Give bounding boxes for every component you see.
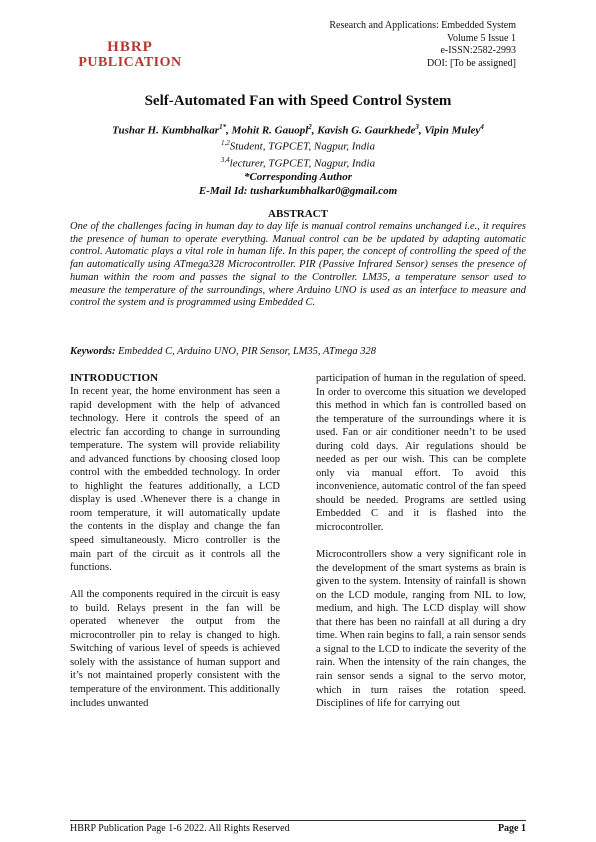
author-name: Kavish G. Gaurkhede (317, 124, 416, 137)
author-sup: 4 (480, 123, 484, 131)
page-number: Page 1 (497, 823, 526, 834)
logo-line-2: PUBLICATION (78, 55, 182, 70)
left-column (70, 372, 280, 710)
author-name: Vipin Muley (424, 124, 481, 137)
publisher-logo (70, 40, 190, 70)
right-column (316, 372, 526, 711)
paragraph: All the components required in the circuit is easy to build. Relays present in the fan will be operated whenever the output from the microcontroller pin to relay is changed to high. Switching of various level of speeds is achieved solely with the assistance of human support and it’s not maintained properly consistent with the temperature of the environment. This additionally includes unwanted (70, 589, 280, 709)
journal-name: Research and Applications: Embedded System (329, 20, 516, 31)
paragraph: Microcontrollers show a very significant role in the development of the smart systems as brain is given to the system. Intensity of rainfall is shown on the LCD module, ranging from NIL to low, medium, and high. The LCD display will show that there has been no rainfall at all during a dry time. When rain begins to fall, a rain sensor sends a signal to the LCD to indicate the severity of the rain. When the intensity of the rain changes, the rain sensor sends a signal to the servo motor, which in turn raises the rotation speed. Disciplines of life for carrying out (316, 549, 526, 710)
journal-doi: DOI: [To be assigned] (427, 57, 516, 69)
author-name: Mohit R. Gauopl (231, 124, 309, 137)
corresponding-author: *Corresponding Author (243, 171, 353, 184)
author-list: Tushar H. Kumbhalkar$^{1*}$, Mohit R. Gauopl$^2$, Kavish G. Gaurkhede$^3$, Vipin Muley$^4$ (112, 123, 484, 137)
keywords-text: Embedded C, Arduino UNO, PIR Sensor, LM35, ATmega 328 (118, 346, 376, 357)
page-footer (70, 823, 526, 834)
paper-title: Self-Automated Fan with Speed Control System (144, 93, 452, 109)
journal-info (329, 20, 516, 70)
affiliation-text: Student, TGPCET, Nagpur, India (229, 140, 375, 153)
affiliation-text: lecturer, TGPCET, Nagpur, India (229, 157, 376, 170)
author-sup: 3 (415, 123, 419, 131)
affiliation-sup: 3,4 (220, 156, 230, 165)
keywords-label: Keywords: (70, 346, 116, 357)
footer-copyright: HBRP Publication Page 1-6 2022. All Rights Reserved (70, 823, 290, 834)
introduction-heading: INTRODUCTION (70, 372, 159, 384)
abstract-text: One of the challenges facing in human day to day life is manual control remains unchanged i.e., it requires the presence of human to operate everything. Manual control can be be updated by adapting automatic control. Automatic plays a vital role in human life. In this paper, the concept of controlling the speed of the fan automatically using ATmega328 Microcontroller. PIR (Passive Infrared Sensor) senses the presence of human within the room and passes the signal to the Controller. LM35, a temperature sensor used to measure the temperature of the surroundings, where Arduino UNO is used as an interface to measure and control the system and is programmed using Embedded C. (70, 221, 526, 309)
journal-issn: e-ISSN:2582-2993 (440, 45, 516, 56)
journal-volume: Volume 5 Issue 1 (447, 32, 516, 44)
author-sup: 1* (219, 123, 227, 131)
affiliation (70, 154, 526, 171)
logo-line-1: HBRP (107, 39, 153, 55)
footer-divider (70, 820, 526, 821)
abstract-heading: ABSTRACT (268, 208, 328, 220)
affiliation (70, 137, 526, 154)
author-name: Tushar H. Kumbhalkar (112, 124, 220, 137)
author-sup: 2 (308, 123, 312, 131)
affiliation-sup: 1,2 (220, 139, 230, 147)
paragraph: participation of human in the regulation of speed. In order to overcome this situation we developed this method in which fan is controlled based on the temperature of the surroundings where it is used. Fan or air conditioner needn’t to be used during cold days. Air regulations should be needed as per our wish. This can be complete only via manual effort. To avoid this inconvenience, automatic control of the fan speed should be needed. Programs are settled using Embedded C and it is flashed into the microcontroller. (316, 373, 526, 534)
author-email: E-Mail Id: tusharkumbhalkar0@gmail.com (198, 184, 398, 197)
paragraph: In recent year, the home environment has seen a rapid development with the help of advanced technology. Here it controls the speed of an electric fan according to change in surrounding temperature. The system will provide reliability and advanced functions by choosing closed loop control with the embedded technology. In order to highlight the features additionally, a LCD display is used .Whenever there is a change in room temperature, it will automatically update the contents in the display and change the fan speed simultaneously. Micro controller is the main part of the circuit as it controls all the functions. (70, 386, 280, 574)
keywords (70, 346, 526, 357)
affiliations (70, 137, 526, 198)
